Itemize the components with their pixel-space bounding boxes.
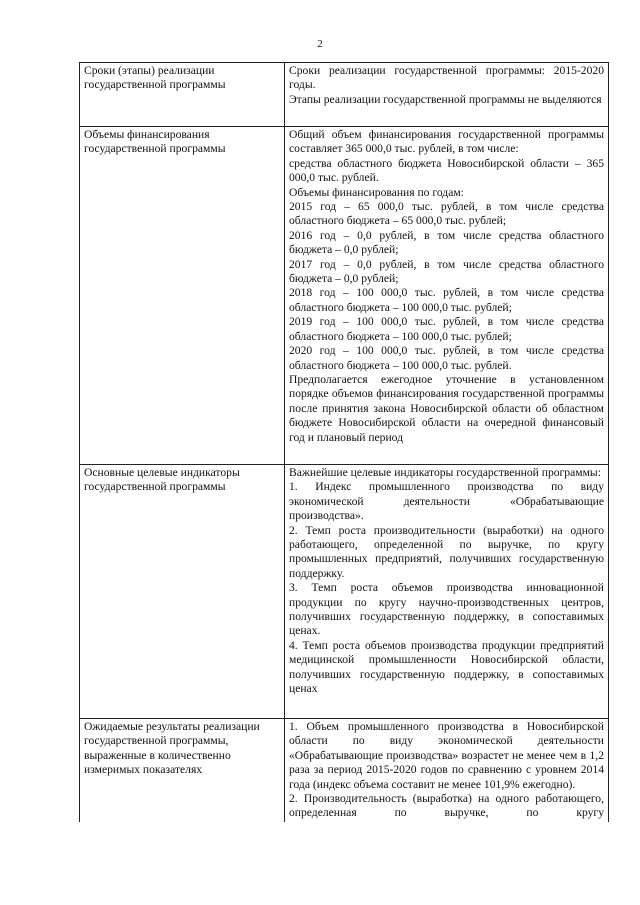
paragraph: 2018 год – 100 000,0 тыс. рублей, в том числе средства областного бюджета – 100 000,0 тыс. рублей; (289, 286, 604, 314)
paragraph: Важнейшие целевые индикаторы государственной программы: (289, 466, 601, 479)
row-value (285, 719, 609, 822)
table-row (80, 127, 609, 465)
row-label: Основные целевые индикаторы государственной программы (80, 465, 285, 719)
paragraph: 2019 год – 100 000,0 тыс. рублей, в том числе средства областного бюджета – 100 000,0 тыс. рублей; (289, 315, 604, 343)
table-row (80, 465, 609, 719)
paragraph: 2. Темп роста производительности (выработки) на одного работающего, определенной по выручке, по кругу промышленных предприятий, получивших государственную поддержку. (289, 523, 604, 580)
paragraph: 2017 год – 0,0 рублей, в том числе средства областного бюджета – 0,0 рублей; (289, 257, 604, 286)
row-label: Ожидаемые результаты реализации государственной программы, выраженные в количественно измеримых показателях (80, 719, 285, 822)
paragraph: средства областного бюджета Новосибирской области – 365 000,0 тыс. рублей. (289, 156, 604, 185)
row-label: Объемы финансирования государственной программы (80, 127, 285, 465)
program-passport-table (79, 62, 609, 822)
row-label: Сроки (этапы) реализации государственной программы (80, 63, 285, 127)
paragraph: 3. Темп роста объемов производства инновационной продукции по кругу научно-производственных центров, получивших государственную поддержку, в сопоставимых ценах. (289, 581, 604, 638)
paragraph: Этапы реализации государственной программы не выделяются (289, 92, 602, 106)
paragraph: 2016 год – 0,0 рублей, в том числе средства областного бюджета – 0,0 рублей; (289, 228, 604, 257)
row-value (285, 63, 609, 127)
paragraph: 1. Индекс промышленного производства по виду экономической деятельности «Обрабатывающие производства». (289, 480, 604, 523)
paragraph: 1. Объем промышленного производства в Новосибирской области по виду экономической деятельности «Обрабатывающие производства» возрастет не менее чем в 1,2 раза за период 2015-2020 годов по сравнению с уровнем 2014 года (индекс объема составит не менее 101,9% ежегодно). (289, 720, 604, 791)
paragraph: Предполагается ежегодное уточнение в установленном порядке объемов финансирования государственной программы после принятия закона Новосибирской области об областном бюджете Новосибирской области на очередной финансовый год и плановый период (289, 372, 604, 444)
paragraph: 4. Темп роста объемов производства продукции предприятий медицинской промышленности Новосибирской области, получивших государственную поддержку, в сопоставимых ценах (289, 638, 604, 696)
table-row (80, 63, 609, 127)
paragraph: 2015 год – 65 000,0 тыс. рублей, в том числе средства областного бюджета – 65 000,0 тыс. рублей; (289, 200, 604, 228)
table-row (80, 719, 609, 822)
paragraph: 2. Производительность (выработка) на одного работающего, определенная по выручке, по кругу (289, 792, 604, 820)
page-number: 2 (317, 38, 323, 50)
row-value (285, 465, 609, 719)
paragraph: 2020 год – 100 000,0 тыс. рублей, в том числе средства областного бюджета – 100 000,0 тыс. рублей. (289, 344, 604, 372)
paragraph: Сроки реализации государственной программы: 2015-2020 годы. (289, 64, 604, 92)
paragraph: Общий объем финансирования государственной программы составляет 365 000,0 тыс. рублей, в том числе: (289, 128, 604, 156)
paragraph: Объемы финансирования по годам: (289, 185, 464, 199)
row-value (285, 127, 609, 465)
